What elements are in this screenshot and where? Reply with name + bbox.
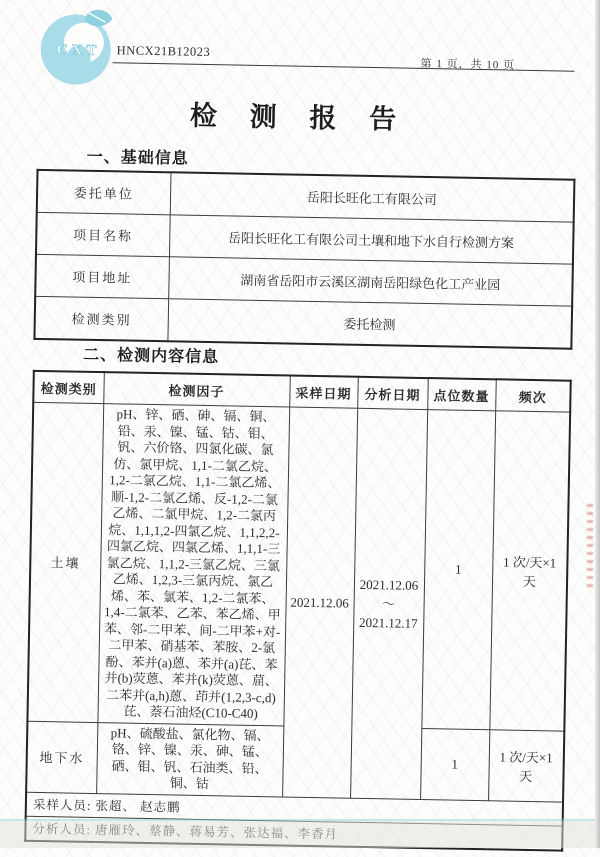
groundwater-category: 地下水 <box>26 721 97 793</box>
sampling-date-cell <box>282 407 357 798</box>
section2-heading: 二、检测内容信息 <box>82 346 220 367</box>
soil-points: 1 <box>421 410 495 730</box>
soil-category: 土壤 <box>27 402 103 722</box>
table-row <box>34 296 572 348</box>
test-content-table <box>24 370 572 851</box>
analysis-date-end: 2021.12.17 <box>358 614 418 631</box>
col-header-frequency: 频次 <box>495 379 571 412</box>
company-logo <box>34 5 120 91</box>
basic-info-table <box>33 169 575 350</box>
row-value: 岳阳长旺化工有限公司土壤和地下水自行检测方案 <box>169 215 574 264</box>
row-label: 委托单位 <box>37 170 171 215</box>
bottom-scan-strip <box>0 821 600 848</box>
soil-factors: pH、锌、硒、砷、镉、铜、铅、汞、镍、锰、钴、钼、钒、六价铬、四氯化碳、氯仿、氯甲烷、1,1-二氯乙烷、1,2-二氯乙烷、1,1-二氯乙烯、顺-1,2-二氯乙烯、反-1,2-二氯乙烯、二氯甲烷、1,2-二氯丙烷、1,1,1,2-四氯乙烷、1,1,2,2-四氯乙烷、四氯乙烯、1,1,1-三氯乙烷、1,1,2-三氯乙烷、三氯乙烯、1,2,3-三氯丙烷、氯乙烯、苯、氯苯、1,2-二氯苯、1,4-二氯苯、乙苯、苯乙烯、甲苯、邻-二甲苯、间-二甲苯+对-二甲苯、硝基苯、苯胺、2-氯酚、苯并(a)蒽、苯并(a)芘、苯并(b)荧蒽、苯并(k)荧蒽、䓛、二苯并(a,h)蒽、茚并(1,2,3-c,d)芘、萘石油烃(C10-C40) <box>97 404 289 726</box>
analysis-date-separator: ～ <box>381 596 396 612</box>
soil-row <box>27 402 570 730</box>
groundwater-factors: pH、硫酸盐、氯化物、镉、铬、锌、镍、汞、砷、锰、硒、钼、钒、石油类、铅、铜、钴 <box>96 722 283 796</box>
row-label: 检测类别 <box>34 296 168 341</box>
section1-heading: 一、基础信息 <box>86 148 189 168</box>
red-margin-bleedthrough <box>587 504 593 592</box>
row-value: 湖南省岳阳市云溪区湖南岳阳绿色化工产业园 <box>168 257 573 306</box>
row-value: 岳阳长旺化工有限公司 <box>170 172 575 222</box>
col-header-points: 点位数量 <box>427 378 496 411</box>
col-header-sampling-date: 采样日期 <box>289 376 358 409</box>
analysis-date-start: 2021.12.06 <box>359 576 419 593</box>
groundwater-frequency: 1 次/天×1 天 <box>488 729 564 801</box>
page-indicator: 第 1 页，共 10 页 <box>420 57 516 72</box>
col-header-analysis-date: 分析日期 <box>357 377 428 410</box>
groundwater-points: 1 <box>420 728 489 800</box>
samplers-label: 采样人员: <box>32 797 92 813</box>
right-scan-edge <box>595 0 600 848</box>
col-header-category: 检测类别 <box>33 371 104 404</box>
row-label: 项目地址 <box>35 254 169 298</box>
report-number: HNCX21B12023 <box>116 43 211 60</box>
samplers-names: 张超、 赵志鹏 <box>95 799 181 815</box>
row-value: 委托检测 <box>167 299 572 349</box>
sampling-date: 2021.12.06 <box>290 594 350 611</box>
cxt-logo-icon <box>34 5 120 91</box>
soil-frequency: 1 次/天×1 天 <box>489 411 570 731</box>
analysis-date-cell <box>350 408 427 799</box>
logo-text: CXT <box>56 42 101 59</box>
row-label: 项目名称 <box>36 212 170 256</box>
document-title: 检 测 报 告 <box>189 100 410 135</box>
col-header-factors: 检测因子 <box>103 372 290 407</box>
